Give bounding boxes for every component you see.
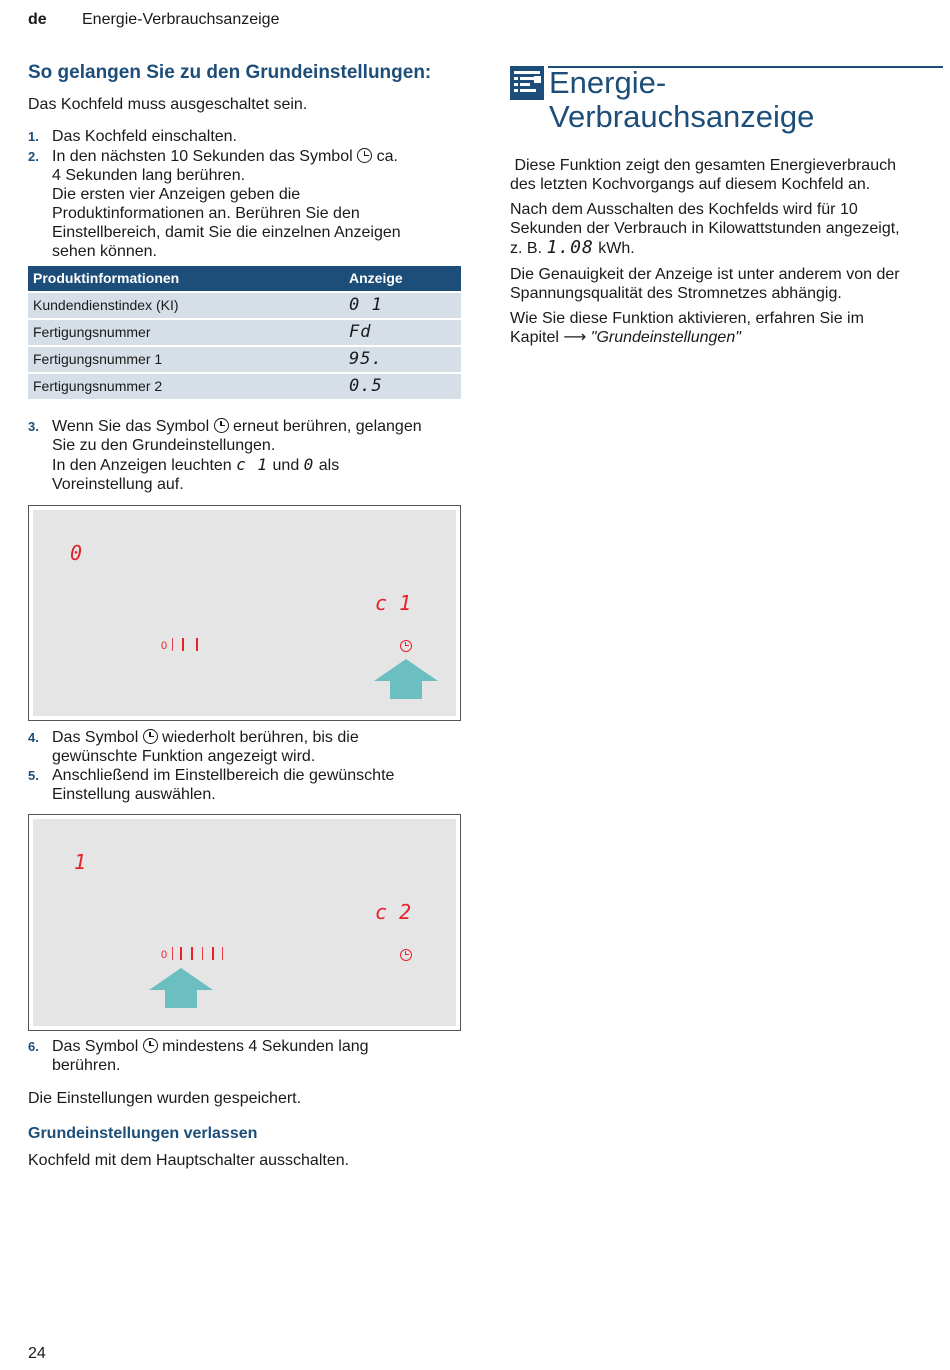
paragraph-text: Kapitel xyxy=(510,329,559,346)
paragraph-line: Diese Funktion zeigt den gesamten Energieverbrauch xyxy=(510,157,896,174)
slider-bar xyxy=(222,947,223,960)
paragraph-line: Spannungsqualität des Stromnetzes abhängig. xyxy=(510,285,842,302)
step-text: In den Anzeigen leuchten xyxy=(52,457,232,474)
paragraph-2 xyxy=(510,200,942,258)
timer-icon xyxy=(357,148,372,163)
slider-bar xyxy=(212,947,214,960)
page-number: 24 xyxy=(28,1345,46,1362)
step-text: Sie zu den Grundeinstellungen. xyxy=(52,437,276,454)
slider-bar xyxy=(180,947,182,960)
step-text: Einstellbereich, damit Sie die einzelnen Anzeigen xyxy=(52,224,401,241)
cooktop-panel-2 xyxy=(28,814,461,1031)
step-number: 6. xyxy=(28,1039,39,1054)
table-cell: 0.5 xyxy=(344,372,461,399)
step-text: als xyxy=(318,457,340,474)
step-text: Anschließend im Einstellbereich die gewünschte xyxy=(52,767,395,784)
table-row xyxy=(28,345,461,372)
paragraph-line: Sekunden der Verbrauch in Kilowattstunden angezeigt, xyxy=(510,220,900,237)
timer-icon xyxy=(214,418,229,433)
cooktop-panel-1 xyxy=(28,505,461,721)
step-1 xyxy=(28,127,460,146)
step-2 xyxy=(28,147,460,261)
step-text: Voreinstellung auf. xyxy=(52,476,184,493)
paragraph-line: des letzten Kochvorgangs auf diesem Kochfeld an. xyxy=(510,176,871,193)
title-line: Verbrauchsanzeige xyxy=(549,99,815,134)
step-number: 5. xyxy=(28,768,39,783)
slider-zero: 0 xyxy=(161,640,168,652)
step-text: Produktinformationen an. Berühren Sie den xyxy=(52,205,360,222)
title-line: Energie- xyxy=(549,65,667,100)
paragraph-3 xyxy=(510,265,942,303)
page-title xyxy=(549,66,814,134)
timer-icon xyxy=(143,1038,158,1053)
slider-bar xyxy=(172,638,173,651)
product-info-table xyxy=(28,266,461,399)
energy-meter-icon xyxy=(510,66,544,100)
timer-icon xyxy=(143,729,158,744)
slider-zero: 0 xyxy=(161,949,168,961)
step-text: mindestens 4 Sekunden lang xyxy=(162,1038,369,1055)
step-text: Die ersten vier Anzeigen geben die xyxy=(52,186,301,203)
slider-bar xyxy=(202,947,203,960)
step-text: und xyxy=(272,457,300,474)
step-text: Das Symbol xyxy=(52,1038,139,1055)
saved-text: Die Einstellungen wurden gespeichert. xyxy=(28,1090,302,1107)
table-header: Anzeige xyxy=(344,266,461,291)
table-cell: 95. xyxy=(344,345,461,372)
table-header: Produktinformationen xyxy=(28,266,344,291)
step-text: berühren. xyxy=(52,1057,121,1074)
step-text: ca. xyxy=(376,148,398,165)
slider-bar xyxy=(196,638,198,651)
display-code: c 1 xyxy=(236,455,269,474)
code-display: c 2 xyxy=(375,900,412,924)
table-cell: Fd xyxy=(344,318,461,345)
paragraph-line: Wie Sie diese Funktion aktivieren, erfahren Sie im xyxy=(510,310,864,327)
exit-heading: Grundeinstellungen verlassen xyxy=(28,1125,258,1142)
timer-icon[interactable] xyxy=(400,640,412,652)
step-text: In den nächsten 10 Sekunden das Symbol xyxy=(52,148,353,165)
slider-bar xyxy=(172,947,173,960)
step-text: Wenn Sie das Symbol xyxy=(52,418,210,435)
paragraph-4 xyxy=(510,309,942,347)
up-arrow-icon xyxy=(148,967,214,1009)
kwh-display-example: 1.08 xyxy=(546,237,594,258)
table-cell: Fertigungsnummer 2 xyxy=(28,372,344,399)
step-text: Einstellung auswählen. xyxy=(52,786,216,803)
panel-surface xyxy=(33,819,456,1026)
step-text: Das Kochfeld einschalten. xyxy=(52,128,237,145)
table-row xyxy=(28,291,461,318)
step-text: wiederholt berühren, bis die xyxy=(162,729,359,746)
table-row xyxy=(28,318,461,345)
zone-display: 1 xyxy=(74,850,87,874)
step-number: 4. xyxy=(28,730,39,745)
code-display: c 1 xyxy=(375,591,412,615)
display-value: 0 xyxy=(303,455,315,474)
intro-text: Das Kochfeld muss ausgeschaltet sein. xyxy=(28,96,308,113)
table-cell: Fertigungsnummer xyxy=(28,318,344,345)
step-6 xyxy=(28,1037,460,1075)
section-heading: So gelangen Sie zu den Grundeinstellungen: xyxy=(28,62,432,83)
paragraph-text: z. B. xyxy=(510,240,543,257)
step-text: Das Symbol xyxy=(52,729,139,746)
slider-bar xyxy=(182,638,184,651)
timer-icon[interactable] xyxy=(400,949,412,961)
paragraph-1 xyxy=(510,156,942,194)
step-number: 2. xyxy=(28,149,39,164)
step-3 xyxy=(28,417,460,494)
header-language: de xyxy=(28,11,47,28)
power-slider[interactable] xyxy=(161,637,211,653)
up-arrow-icon xyxy=(373,658,439,700)
power-slider[interactable] xyxy=(161,946,223,962)
table-cell: Fertigungsnummer 1 xyxy=(28,345,344,372)
step-text: sehen können. xyxy=(52,243,157,260)
step-text: 4 Sekunden lang berühren. xyxy=(52,167,246,184)
chapter-link[interactable]: "Grundeinstellungen" xyxy=(590,329,741,346)
slider-bar xyxy=(191,947,193,960)
table-cell: Kundendienstindex (KI) xyxy=(28,291,344,318)
exit-text: Kochfeld mit dem Hauptschalter ausschalten. xyxy=(28,1152,350,1169)
panel-surface xyxy=(33,510,456,716)
step-5 xyxy=(28,766,460,804)
step-number: 1. xyxy=(28,129,39,144)
table-row xyxy=(28,372,461,399)
step-number: 3. xyxy=(28,419,39,434)
paragraph-line: Die Genauigkeit der Anzeige ist unter anderem von der xyxy=(510,266,900,283)
header-title: Energie-Verbrauchsanzeige xyxy=(82,11,280,28)
step-text: gewünschte Funktion angezeigt wird. xyxy=(52,748,316,765)
step-4 xyxy=(28,728,460,766)
table-cell: 0 1 xyxy=(344,291,461,318)
arrow-icon: ⟶ xyxy=(563,329,587,346)
step-text: erneut berühren, gelangen xyxy=(233,418,422,435)
paragraph-line: Nach dem Ausschalten des Kochfelds wird für 10 xyxy=(510,201,858,218)
zone-display: 0 xyxy=(70,541,83,565)
paragraph-text: kWh. xyxy=(598,240,635,257)
